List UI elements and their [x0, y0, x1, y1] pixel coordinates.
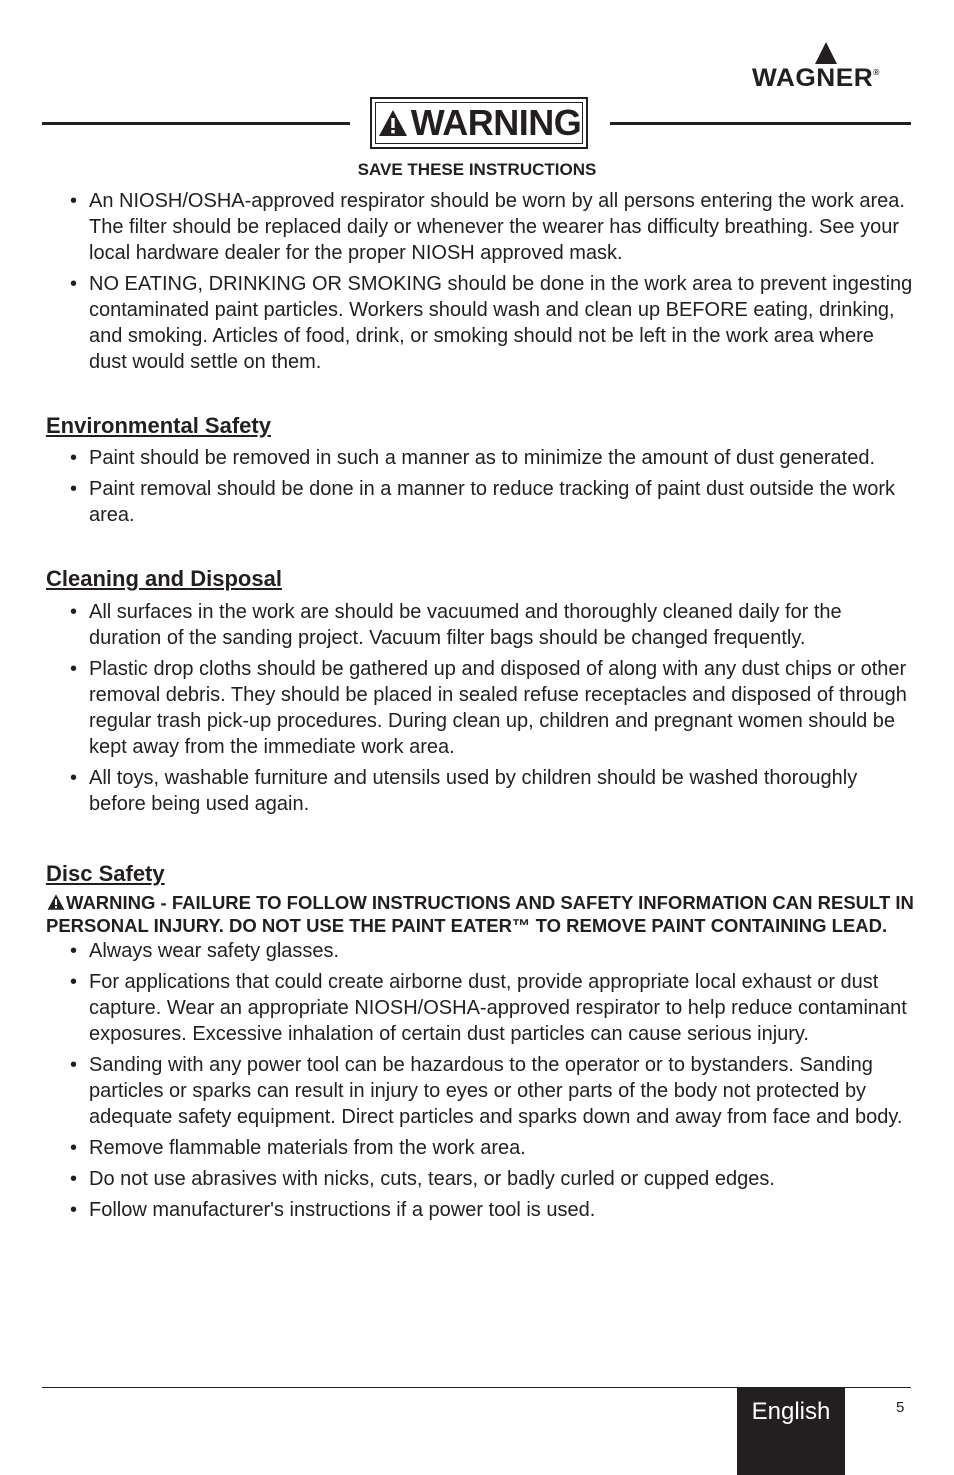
- main-content: [46, 188, 914, 1228]
- list-item: • Sanding with any power tool can be hazardous to the operator or to bystanders. Sanding particles or sparks can result in injury to eyes or other parts of the body not protected by adequate safety equipment. Direct particles and sparks down and away from face and body.: [46, 1052, 914, 1130]
- list-item: • Plastic drop cloths should be gathered up and disposed of along with any dust chips or other removal debris. They should be placed in sealed refuse receptacles and disposed of through regular trash pick-up procedures. During clean up, children and pregnant women should be kept away from the immediate work area.: [46, 656, 914, 760]
- section-heading-environmental: Environmental Safety: [46, 413, 271, 438]
- warning-title: WARNING: [410, 102, 582, 143]
- intro-list: [46, 188, 914, 375]
- list-item: • All surfaces in the work are should be vacuumed and thoroughly cleaned daily for the duration of the sanding project. Vacuum filter bags should be changed frequently.: [46, 599, 914, 651]
- disc-warning-text: - FAILURE TO FOLLOW INSTRUCTIONS AND SAFETY INFORMATION CAN RESULT IN PERSONAL INJURY. DO NOT USE THE PAINT EATER™ TO REMOVE PAINT CONTAINING LEAD.: [46, 892, 914, 936]
- section-heading-cleaning: Cleaning and Disposal: [46, 566, 282, 591]
- disc-list: [46, 938, 914, 1223]
- list-item: • For applications that could create airborne dust, provide appropriate local exhaust or dust capture. Wear an appropriate NIOSH/OSHA-approved respirator to help reduce contaminant exposures. Excessive inhalation of certain dust particles can cause serious injury.: [46, 969, 914, 1047]
- logo-peak-icon: [815, 42, 837, 64]
- list-item: • Remove flammable materials from the work area.: [46, 1135, 914, 1161]
- language-tab: English: [737, 1387, 845, 1475]
- warning-triangle-icon: [377, 108, 409, 138]
- brand-registered-mark: ®: [873, 68, 881, 77]
- list-item: • All toys, washable furniture and utensils used by children should be washed thoroughly before being used again.: [46, 765, 914, 817]
- list-item: • Always wear safety glasses.: [46, 938, 914, 964]
- disc-warning: [46, 891, 914, 937]
- environmental-list: [46, 445, 914, 528]
- save-instructions: SAVE THESE INSTRUCTIONS: [357, 160, 597, 179]
- list-item: • Paint should be removed in such a manner as to minimize the amount of dust generated.: [46, 445, 914, 471]
- warning-triangle-icon: [46, 893, 66, 911]
- list-item: • An NIOSH/OSHA-approved respirator should be worn by all persons entering the work area. The filter should be replaced daily or whenever the wearer has difficulty breathing. See your local hardware dealer for the proper NIOSH approved mask.: [46, 188, 914, 266]
- header-rule-left: [42, 122, 350, 125]
- list-item: • Follow manufacturer's instructions if a power tool is used.: [46, 1197, 914, 1223]
- page-number: 5: [896, 1399, 905, 1416]
- list-item: • Do not use abrasives with nicks, cuts, tears, or badly curled or cupped edges.: [46, 1166, 914, 1192]
- cleaning-list: [46, 599, 914, 817]
- brand-name: WAGNER: [752, 64, 874, 92]
- warning-banner: [370, 97, 588, 149]
- wagner-logo: [752, 42, 910, 92]
- header-rule-right: [610, 122, 911, 125]
- disc-warning-label: WARNING: [66, 892, 156, 913]
- list-item: • Paint removal should be done in a manner to reduce tracking of paint dust outside the work area.: [46, 476, 914, 528]
- section-heading-disc: Disc Safety: [46, 861, 165, 886]
- list-item: • NO EATING, DRINKING OR SMOKING should be done in the work area to prevent ingesting contaminated paint particles. Workers should wash and clean up BEFORE eating, drinking, and smoking. Articles of food, drink, or smoking should not be left in the work area where dust would settle on them.: [46, 271, 914, 375]
